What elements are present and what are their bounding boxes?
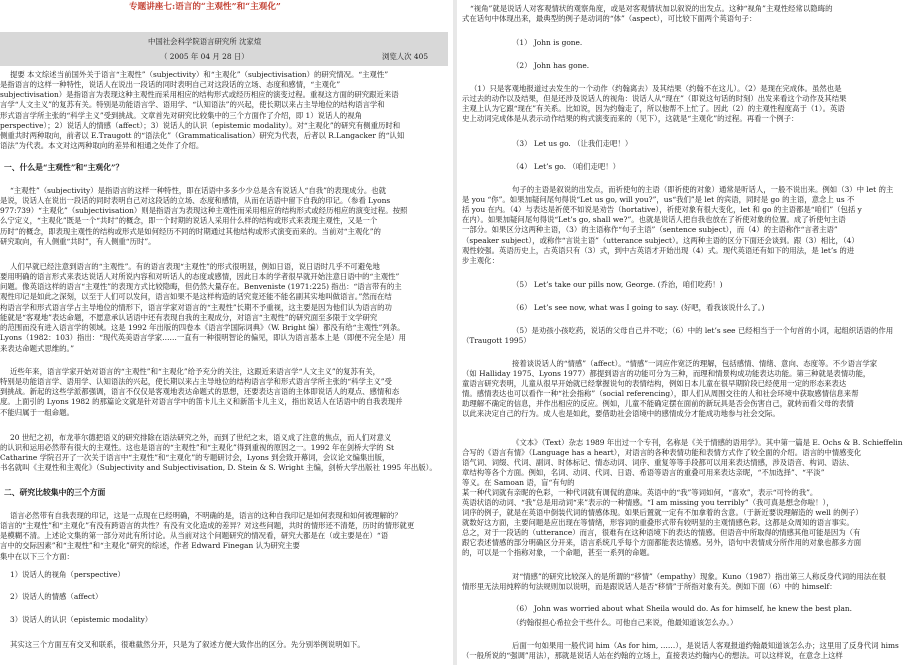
text-line: 示过去的动作以及结果，但是还涉及说话人的视角：说话人从“现在”（即说这句话的时刻）出发来看这个动作及其结果 [462,94,847,103]
text-line: 情。感情表达也可以看作一种“社会指称”（social referencing），即人们从周围交往的人和社会环境中获取感情信息来帮 [462,389,859,398]
text-line: 某一种代词就有亲昵的色彩，一种代词就有调侃的意味。英语中的“我”等词如何，“喜欢”，表示“可怜的我”。 [462,488,818,497]
text-line: 史上动词完成体是从表示动作结果的构式演变而来的（见下），这就是“主观化”的过程。再看一个例子： [462,114,799,123]
abstract-line: 形式语言学所主张的“科学主义”受到挑战。文章首先对研究比较集中的三个方面作了介绍，即 1）说话人的视角 [0,111,362,120]
text-line: 助理解不确定的信息，并作出相应的反应。例如，儿童不能确定摆在面前的新玩具是否会伤害自己，就转而看父母的表情 [462,399,854,408]
example-sentence: （5） Let’s take our pills now, George. (乔治，咱们吃药！) [512,280,723,289]
abstract-line: perspective）；2）说话人的情感（affect）；3）说话人的认识（epistemic modality）。对“主观化”的研究有侧重历时和 [0,121,401,130]
text-line: 观性较强。英语历史上，古英语只有（3）式，到中古英语才开始出现（4）式。现代英语还有如下的用法，是 let’s 的进 [462,246,855,255]
text-line: 近些年来，语言学家开始对语言的“主观性”和“主观化”给予充分的关注，这跟近来语言学“人文主义”的复苏有关， [10,367,381,376]
text-line: 的范围而没有进入语言学的领域。这是 1992 年出版的四卷本《语言学国际词典》（W. Bright 编）都没有给“主观性”列条。 [0,323,405,332]
text-line: 情形里无法用纯粹的句法规则加以说明，而是跟说话人是否“移情”于所指对象有关。例如下面（6）中的 himself： [462,582,837,591]
text-line: 接着谈说话人的“情感”（affect）。“情感”一词应作宽泛的理解，包括感情、情绪、意向、态度等。不少语言学家 [512,359,878,368]
text-line: 式在话句中体现出来，最典型的例子是动词的“体”（aspect），可比较下面两个英语句子： [462,14,757,23]
abstract-line: 侧重共时两种取向，前者以 E.Traugott 的“语法化”（Grammaticalisation）研究为代表，后者以 R.Langacker 的“认知 [0,131,405,140]
text-line: 是 you “你”。如果加疑问尾句得说“Let us go, will you?”，us“我们”是 let 的宾语，同时是 go 的主语，意念上 us 不 [462,195,855,204]
text-line: 特别是功能语言学、语用学、认知语法的兴起，使长期以来占主导地位的结构语言学和形式语言学所主张的“科学主义”受 [0,377,392,386]
example-sentence: （4） Let’s go. （咱们走吧！） [512,162,621,171]
publish-date: （ 2005 年 04 月 28 日） [160,52,249,61]
text-line: 问题。像英语这样的语言“主观性”的表现方式比较隐晦，但仍然大量存在。Benveniste (1971:225) 指出：“语言带有的主 [0,282,402,291]
text-line: Lyons（1982：103）指出：“现代英美语言学家……一直有一种很明智论的偏见，即认为语言基本上是（即便不完全是）用 [0,333,407,342]
text-line: 的认识和运用必然带有很大的主观性。这也是语言的“主观性”和“主观化”得到重视的原因之一。1992 年在剑桥大学的 St [0,443,395,452]
example-sentence: （1） John is gone. [512,38,583,47]
example-sentence: （3） Let us go. （让我们走吧！） [512,139,633,148]
text-line: 在内）。如果加疑问尾句得说“Let’s go, shall we?”。也就是说话人把自我也放在了祈使对象的位置。成了祈使句主语 [462,215,846,224]
text-line: “主观性”（subjectivity）是指语言的这样一种特性，即在话语中多多少少总是含有说话人“自我”的表现成分。也就 [10,186,387,195]
left-page [0,0,448,665]
abstract-line: 是指语言的这样一种特性，说话人在说出一段话的同时表明自己对这段话的立场、态度和感情，“主观化” [0,80,341,89]
text-line: 研究取向，有人侧重“共时”，有人侧重“历时”。 [0,237,156,246]
text-line: 对“情感”的研究比较深入的是所谓的“移情”（empathy）现象。Kuno（1987）指出第三人称反身代词的用法在很 [512,572,886,581]
section-heading: 二、研究比较集中的三个方面 [4,488,106,497]
section-heading: 一、什么是“主观性”和“主观化”？ [4,163,124,172]
text-line: 一部分。如果区分这两种主语，（3）的主语称作“句子主语”（sentence subject），而（4）的主语称作“言者主语” [462,225,838,234]
right-page [462,0,920,665]
text-line: 其实这三个方面互有交叉和联系，很难截然分开，只是为了叙述方便大致作出的区分。先分别举例说明如下。 [10,640,365,649]
list-item: 3）说话人的认识（epistemic modality） [10,615,153,624]
text-line: 主观上认为它跟“现在”有关系。比如说，因为约翰走了，所以他帮不上忙了。因此（2）的主观性程度高于（1）。英语 [462,104,845,113]
text-line: 能就是“客观地”表达命题，不愿意承认话语中还有表现自我的主观成分，对语言“主观性”的研究面至多限于文学研究 [0,313,378,322]
text-line: （一般所说的“强调”用法），那就是说话人站在约翰的立场上，直接表达约翰内心的想法。可以这样说，在意念上这样 [462,651,843,660]
text-line: 观性印记是如此之深刻，以至于人们可以发问，语言如果不是这样构造的话究竟还能不能名副其实地叫做语言。”然而在结 [0,292,392,301]
text-line: “视角”就是说话人对客观情状的观察角度，或是对客观情状加以叙说的出发点。这种“视角”主观性经常以隐晦的 [470,4,833,13]
text-line: 英语状语的动词、“我”总是用动词“来”表示的一种情感。“I am missing you terribly”（我可真是想念你啦！）， [462,498,834,507]
example-sentence: （2） John has gone. [512,61,590,70]
abstract-line: 语法”为代表。本文对这两种取向的差异和相通之处作了介绍。 [0,141,204,150]
text-line: （1）只是客观地报道过去发生的一个动作（约翰离去）及其结果（约翰不在这儿）。（2）是现在完成体。虽然也是 [470,84,842,93]
text-line: （5）是劝孩小孩吃药，说话的父母自己并不吃；（6）中的 let’s see 已经相当于一个句首的小词，起组织话语的作用 [512,326,894,335]
abstract-line: 提要 本文综述当前国外关于语言“主观性”（subjectivity）和“主观化”（subjectivisation）的研究情况。“主观性” [10,70,389,79]
example-translation: （约翰很担心希拉会干些什么。可他自己来说，他最知道该怎么办。） [512,618,738,627]
text-line: 人们早就已经注意到语言的“主观性”。有的语言表现“主观性”的形式很明显，例如日语，说日语时几乎不可避免地 [10,262,380,271]
text-line: （如 Halliday 1975、Lyons 1977）都提到语言的功能可分为三种，而理和情景构成功能表达功能。第三种就是表情功能， [462,369,871,378]
text-line: 不能归属于一组命题。 [0,408,74,417]
text-line: 来表达命题式思维的。” [0,344,74,353]
text-line: 么宁定义，“主观化”既是一个“共时”的概念，即一个时期的说话人采用什么样的结构或形式来表现主观性，又是一个 [0,216,378,225]
example-sentence: （6） John was worried about what Sheila would do. As for himself, he knew the best plan. [512,604,852,613]
page-gutter [453,0,457,665]
text-line: 语气词、词缀、代词、副词、时体标记、情态动词、词序、重复等等手段都可以用来表达情感，涉及语音、构词、语法、 [462,458,854,467]
text-line: 的，可以是一个指称对象，一个命题，甚至一系列的命题。 [462,548,655,557]
text-line: 括 you 在内。（4）与表达是祈使不如说是劝告（hortative），祈使对象有很大变化，let 和 go 的主语都是“咱们”（包括 y [462,205,862,214]
text-line: 童语言研究表明，儿童从很早开始就已经掌握说句的表情结构，例如日本儿童在很早期阶段已经使用一定的形态来表达 [462,379,847,388]
text-line: 语言必然带有自我表现的印记，这是一点现在已经明确，不明确的是，语言的这种自我印记是如何表现和如何被理解的？ [10,511,402,520]
text-line: 语言的“主观性”和“主观化”有没有跨语言的共性？有没有文化造成的差异？对这些问题，共时的情形还不清楚，历时的情形就更 [0,521,415,530]
text-line: 是说，说话人在说出一段话的同时表明自己对这段话的立场、态度和感情，从而在话语中留下自我的印记。（参看 Lyons [0,196,391,205]
text-line: 历时”的概念，即表现主观性的结构或形式是如何经历不同的时期通过其他结构或形式演变而来的。当前对“主观化”的 [0,227,381,236]
text-line: 到挑战。新起的这些学派都强调，语言不仅仅是客观地表达命题式的思想，还要表达言语的主体即说话人的观点、感情和态 [0,387,400,396]
text-line: （Traugott 1995） [462,336,531,345]
text-line: 等义。在 Samoan 语，盲“有句的 [462,478,575,487]
article-title: 专题讲座七:语言的“主观性”和“主观化” [129,2,281,12]
text-line: 是模糊不清。上述论文集的第一部分对此有所讨论。从当前对这个问题研究的情况看，研究大都是在（或主要是在）“语 [0,531,389,540]
text-line: Catharine 学院召开了一次关于语言中“主观性”和“主观化”的专题研讨会，Lyons 到会致开幕词，会议论文编集出版， [0,453,390,462]
text-line: 《文本》（Text）杂志 1989 年出过一个专刊，名称是《关于情感的语用学》。其中第一篇是 E. Ochs & B. Schieffelin [512,438,903,447]
text-line: 度。上面引的 Lyons 1982 的那篇论文就是针对语言学中的笛卡儿主义和新笛卡儿主义，指出说话人在话语中的自我表现并 [0,397,403,406]
text-line: 以此来决定自己的行为。成人也是如此，要借助社会语境中的感情成分才能成功地参与社会交际。 [462,409,780,418]
text-line: 章结构等各个方面。例如，名词、动词、代词、日语、希语等语言的重叠可用来表达亲昵，“不加选择”、“平淡” [462,468,825,477]
text-line: 书名就叫《主观性和主观化》（Subjectivity and Subjectivisation, D. Stein & S. Wright 主编，剑桥大学出版社 1995 年出版）。 [0,463,437,472]
text-line: 后面一句如果用一般代词 him（As for him, ……），是说话人客观报道约翰最知道该怎么办；这里用了反身代词 hims [512,641,899,650]
text-line: 言中的交际因素”和“主观性”和“主观化”研究的综述，作者 Edward Finegan 认为研究主要 [0,541,300,550]
text-line: 就数好这方面，主要问题是应出现在等情绪，形容词的重叠形式带有较明显的主观情感色彩。这都是众周知的语言事实。 [462,518,854,527]
example-sentence: （6） Let’s see now, what was I going to say. (好吧，看我该说什么了。) [512,303,765,312]
text-line: 合写的《语言有情》（Language has a heart），对语言的各种表情功能和表情方式作了较全面的介绍。语言的中情感变化 [462,448,862,457]
text-line: 集中在以下三个方面： [0,552,74,561]
text-line: 词序的例子，就是在英语中倒装代词的情感体现。如果后置就一定有不加拿着的含意。（于新近要说理解造的 well 的例子） [462,508,863,517]
text-line: 句子的主语是叙说的出发点，而祈使句的主语（即祈使的对象）通常是听话人，一般不说出来。例如（3）中 let 的主 [512,185,894,194]
text-line: 步主观化： [462,256,499,265]
text-line: 构语言学和形式语言学占主导地位的情形下，语言学家对语言的“主观性”长期不予重视，这主要是因为他们认为语言的功 [0,303,392,312]
text-line: 20 世纪之初，布龙菲尔德把语义的研究排除在语法研究之外，而到了世纪之末，语义成了注意的焦点，而人们对意义 [10,433,392,442]
text-line: 977:739）“主观化”（subjectivisation）则是指语言为表现这种主观性而采用相应的结构形式或经历相应的演变过程。按照 [0,206,408,215]
abstract-line: 言学“人文主义”的复苏有关。特别是功能语言学、语用学、“认知语法”的兴起，使长期以来占主导地位的结构语言学和 [0,100,385,109]
list-item: 2）说话人的情感（affect） [10,592,103,601]
text-line: 总之，对于一段话的（utterance）而言，很难有在这种语境下的表达的情感。但语音中所取得的情感其他可能是因为（有 [462,528,861,537]
view-count: 浏览人次 405 [382,52,429,61]
text-line: 要用明确的语言形式来表达说话人对所说内容和对听话人的态度或感情，因此日本的学者很早就开始注意日语中的“主观性” [0,272,400,281]
text-line: 跟它表述情感的部分明确区分开来，语言系统几乎每个方面都能表达情感。另外，语句中表情成分所作用的对象也都多方面 [462,538,862,547]
list-item: 1）说话人的视角（perspective） [10,570,125,579]
author-affiliation: 中国社会科学院语言研究所 沈家煊 [148,37,262,46]
abstract-line: subjectivisation）是指语言为表现这种主观性而采用相应的结构形式或经历相应的演变过程。重视这方面的研究跟近来语 [0,90,399,99]
text-line: （speaker subject），或称作“言说主语”（utterance subject）。这两种主语的区分下面还会谈到。跟（3）相比，（4） [462,236,859,245]
